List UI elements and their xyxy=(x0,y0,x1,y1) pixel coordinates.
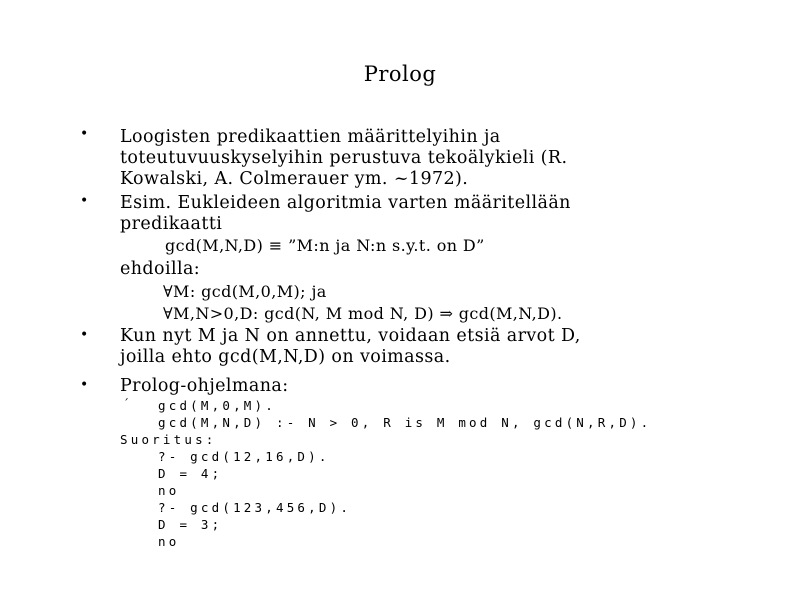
bullet-marker-1: • xyxy=(80,126,89,142)
execution-line-2: D = 4; xyxy=(158,466,223,481)
execution-line-1: ?- gcd(12,16,D). xyxy=(158,449,330,464)
bullet-1-line-1: Loogisten predikaattien määrittelyihin ja xyxy=(120,127,501,147)
program-line-2: gcd(M,N,D) :- N > 0, R is M mod N, gcd(N,R,D). xyxy=(158,415,652,430)
execution-line-5: D = 3; xyxy=(158,517,223,532)
execution-line-4: ?- gcd(123,456,D). xyxy=(158,500,352,515)
bullet-3-line-1: Kun nyt M ja N on annettu, voidaan etsiä arvot D, xyxy=(120,326,581,346)
execution-line-3: no xyxy=(158,483,180,498)
predicate-definition: gcd(M,N,D) ≡ ”M:n ja N:n s.y.t. on D” xyxy=(165,236,485,255)
execution-line-6: no xyxy=(158,534,180,549)
execution-label: Suoritus: xyxy=(120,432,217,447)
bullet-marker-2: • xyxy=(80,193,89,209)
bullet-marker-3: • xyxy=(80,327,89,343)
condition-2: ∀M,N>0,D: gcd(N, M mod N, D) ⇒ gcd(M,N,D). xyxy=(163,304,563,323)
bullet-4-line-1: Prolog-ohjelmana: xyxy=(120,376,289,396)
bullet-2-line-1: Esim. Eukleideen algoritmia varten määritellään xyxy=(120,193,571,213)
program-line-1: gcd(M,0,M). xyxy=(158,398,276,413)
bullet-1-line-2: toteutuvuuskyselyihin perustuva tekoälykieli (R. xyxy=(120,148,568,168)
bullet-1-line-3: Kowalski, A. Colmerauer ym. ~1972). xyxy=(120,169,469,189)
condition-1: ∀M: gcd(M,0,M); ja xyxy=(163,282,327,301)
conditions-label: ehdoilla: xyxy=(120,259,201,279)
bullet-marker-4: • xyxy=(80,377,89,393)
slide-title: Prolog xyxy=(363,62,437,86)
tick-mark: ´ xyxy=(123,397,129,411)
bullet-3-line-2: joilla ehto gcd(M,N,D) on voimassa. xyxy=(120,347,451,367)
bullet-2-line-2: predikaatti xyxy=(120,214,223,234)
